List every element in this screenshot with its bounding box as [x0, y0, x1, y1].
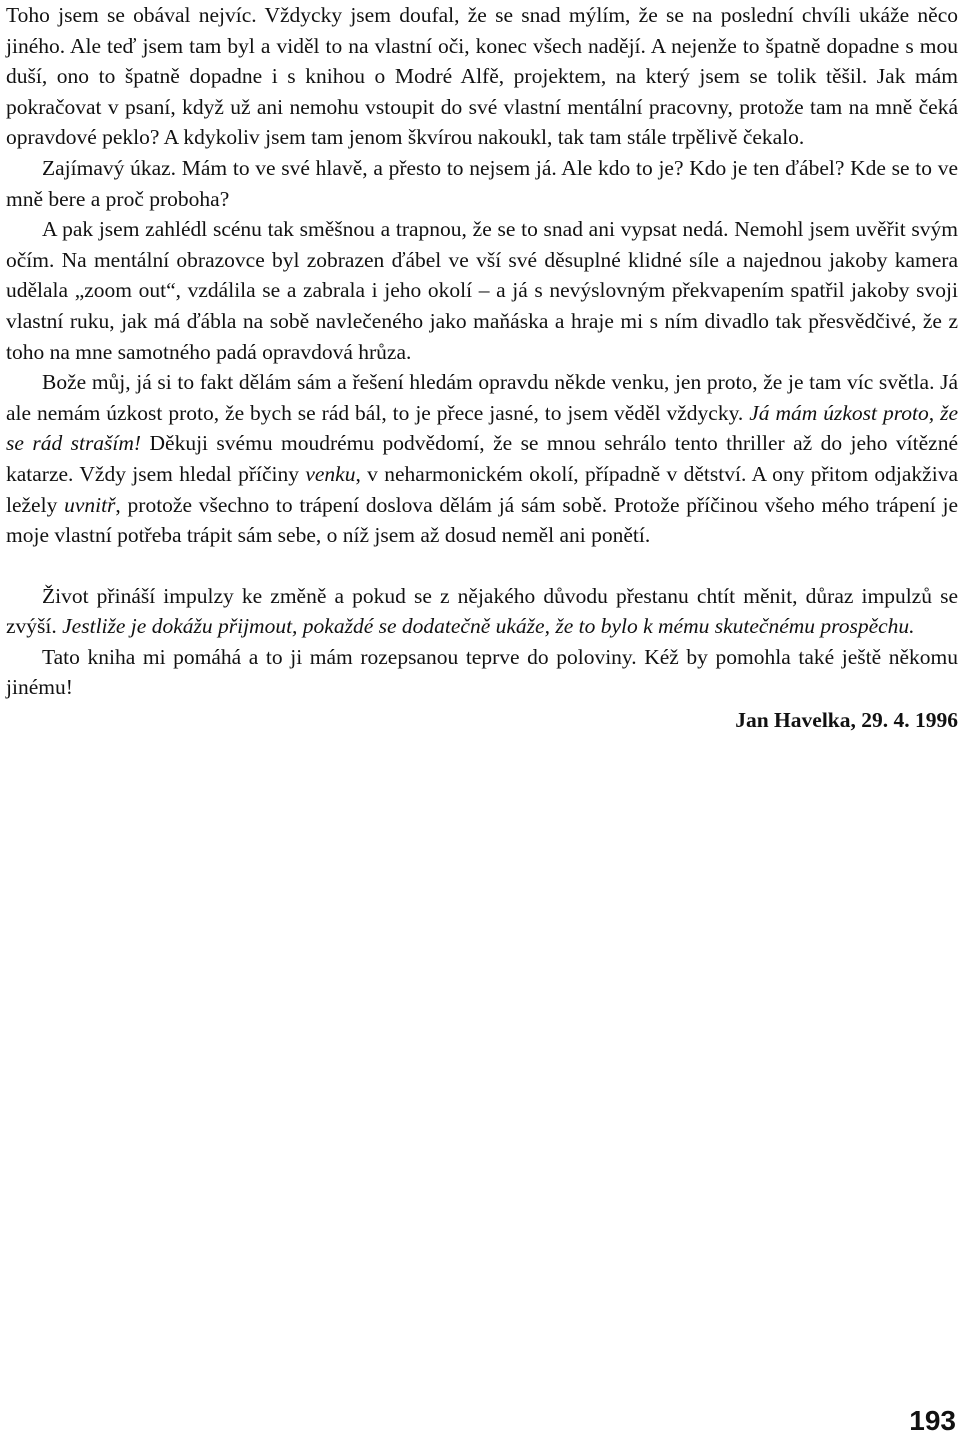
text-run: Život přináší impulzy ke změně a pokud se z nějakého důvodu přestanu chtít měnit, důraz impulzů se zvýší. — [6, 583, 958, 639]
text-run: Toho jsem se obával nejvíc. Vždycky jsem doufal, že se snad mýlím, že se na poslední chvíli ukáže něco jiného. Ale teď jsem tam byl a viděl to na vlastní oči, konec všech nadějí. A nejenže to špatně dopadne s mou duší, ono to špatně dopadne i s knihou o Modré Alfě, projektem, na který jsem se tolik těšil. Jak mám pokračovat v psaní, když už ani nemohu vstoupit do své vlastní mentální pracovny, protože tam na mně čeká opravdové peklo? A kdykoliv jsem tam jenom škvírou nakoukl, tak tam stále trpělivě čekalo. — [6, 3, 958, 150]
page-body — [6, 0, 958, 736]
italic-text: Já mám úzkost proto, že se rád straším! — [6, 400, 958, 456]
paragraph — [6, 214, 958, 367]
signature: Jan Havelka, 29. 4. 1996 — [735, 708, 958, 733]
paragraph — [6, 581, 958, 642]
text-run: A pak jsem zahlédl scénu tak směšnou a trapnou, že se to snad ani vypsat nedá. Nemohl jsem uvěřit svým očím. Na mentální obrazovce byl zobrazen ďábel ve vší své děsuplné klidné síle a najednou jakoby kamera udělala „zoom out“, vzdálila se a zabrala i jeho okolí – a já s nevýslovným překvapením spatřil jakoby svoji vlastní ruku, jak má ďábla na sobě navlečeného jako maňáska a hraje mi s ním divadlo tak přesvědčivé, že z toho na mne samotného padá opravdová hrůza. — [6, 217, 958, 364]
paragraph — [6, 642, 958, 703]
paragraph — [6, 0, 958, 153]
text-run: Děkuji svému moudrému podvědomí, že se mnou sehrálo tento thriller až do jeho vítězné katarze. Vždy jsem hledal příčiny — [6, 431, 959, 486]
text-run: Zajímavý úkaz. Mám to ve své hlavě, a přesto to nejsem já. Ale kdo to je? Kdo je ten ďábel? Kde se to ve mně bere a proč proboha? — [6, 155, 958, 211]
text-run: , v neharmonickém okolí, případně v dětství. A ony přitom odjakživa ležely — [6, 461, 958, 517]
paragraph-gap — [6, 551, 958, 581]
italic-text: uvnitř — [64, 492, 116, 517]
page-number: 193 — [909, 1405, 956, 1436]
paragraph — [6, 367, 958, 551]
italic-text: venku — [305, 461, 356, 486]
text-body — [6, 0, 958, 703]
paragraph — [6, 153, 958, 214]
italic-text: Jestliže je dokážu přijmout, pokaždé se dodatečně ukáže, že to bylo k mému skutečnému prospěchu. — [62, 614, 915, 639]
text-run: Bože můj, já si to fakt dělám sám a řešení hledám opravdu někde venku, jen proto, že je tam víc světla. Já ale nemám úzkost proto, že bych se rád bál, to je přece jasné, to jsem věděl vždycky. — [6, 370, 958, 425]
text-run: , protože všechno to trápení doslova dělám já sám sobě. Protože příčinou všeho mého trápení je moje vlastní potřeba trápit sám sebe, o níž jsem až dosud neměl ani ponětí. — [6, 492, 958, 548]
text-run: Tato kniha mi pomáhá a to ji mám rozepsanou teprve do poloviny. Kéž by pomohla také ještě někomu jinému! — [6, 644, 958, 700]
